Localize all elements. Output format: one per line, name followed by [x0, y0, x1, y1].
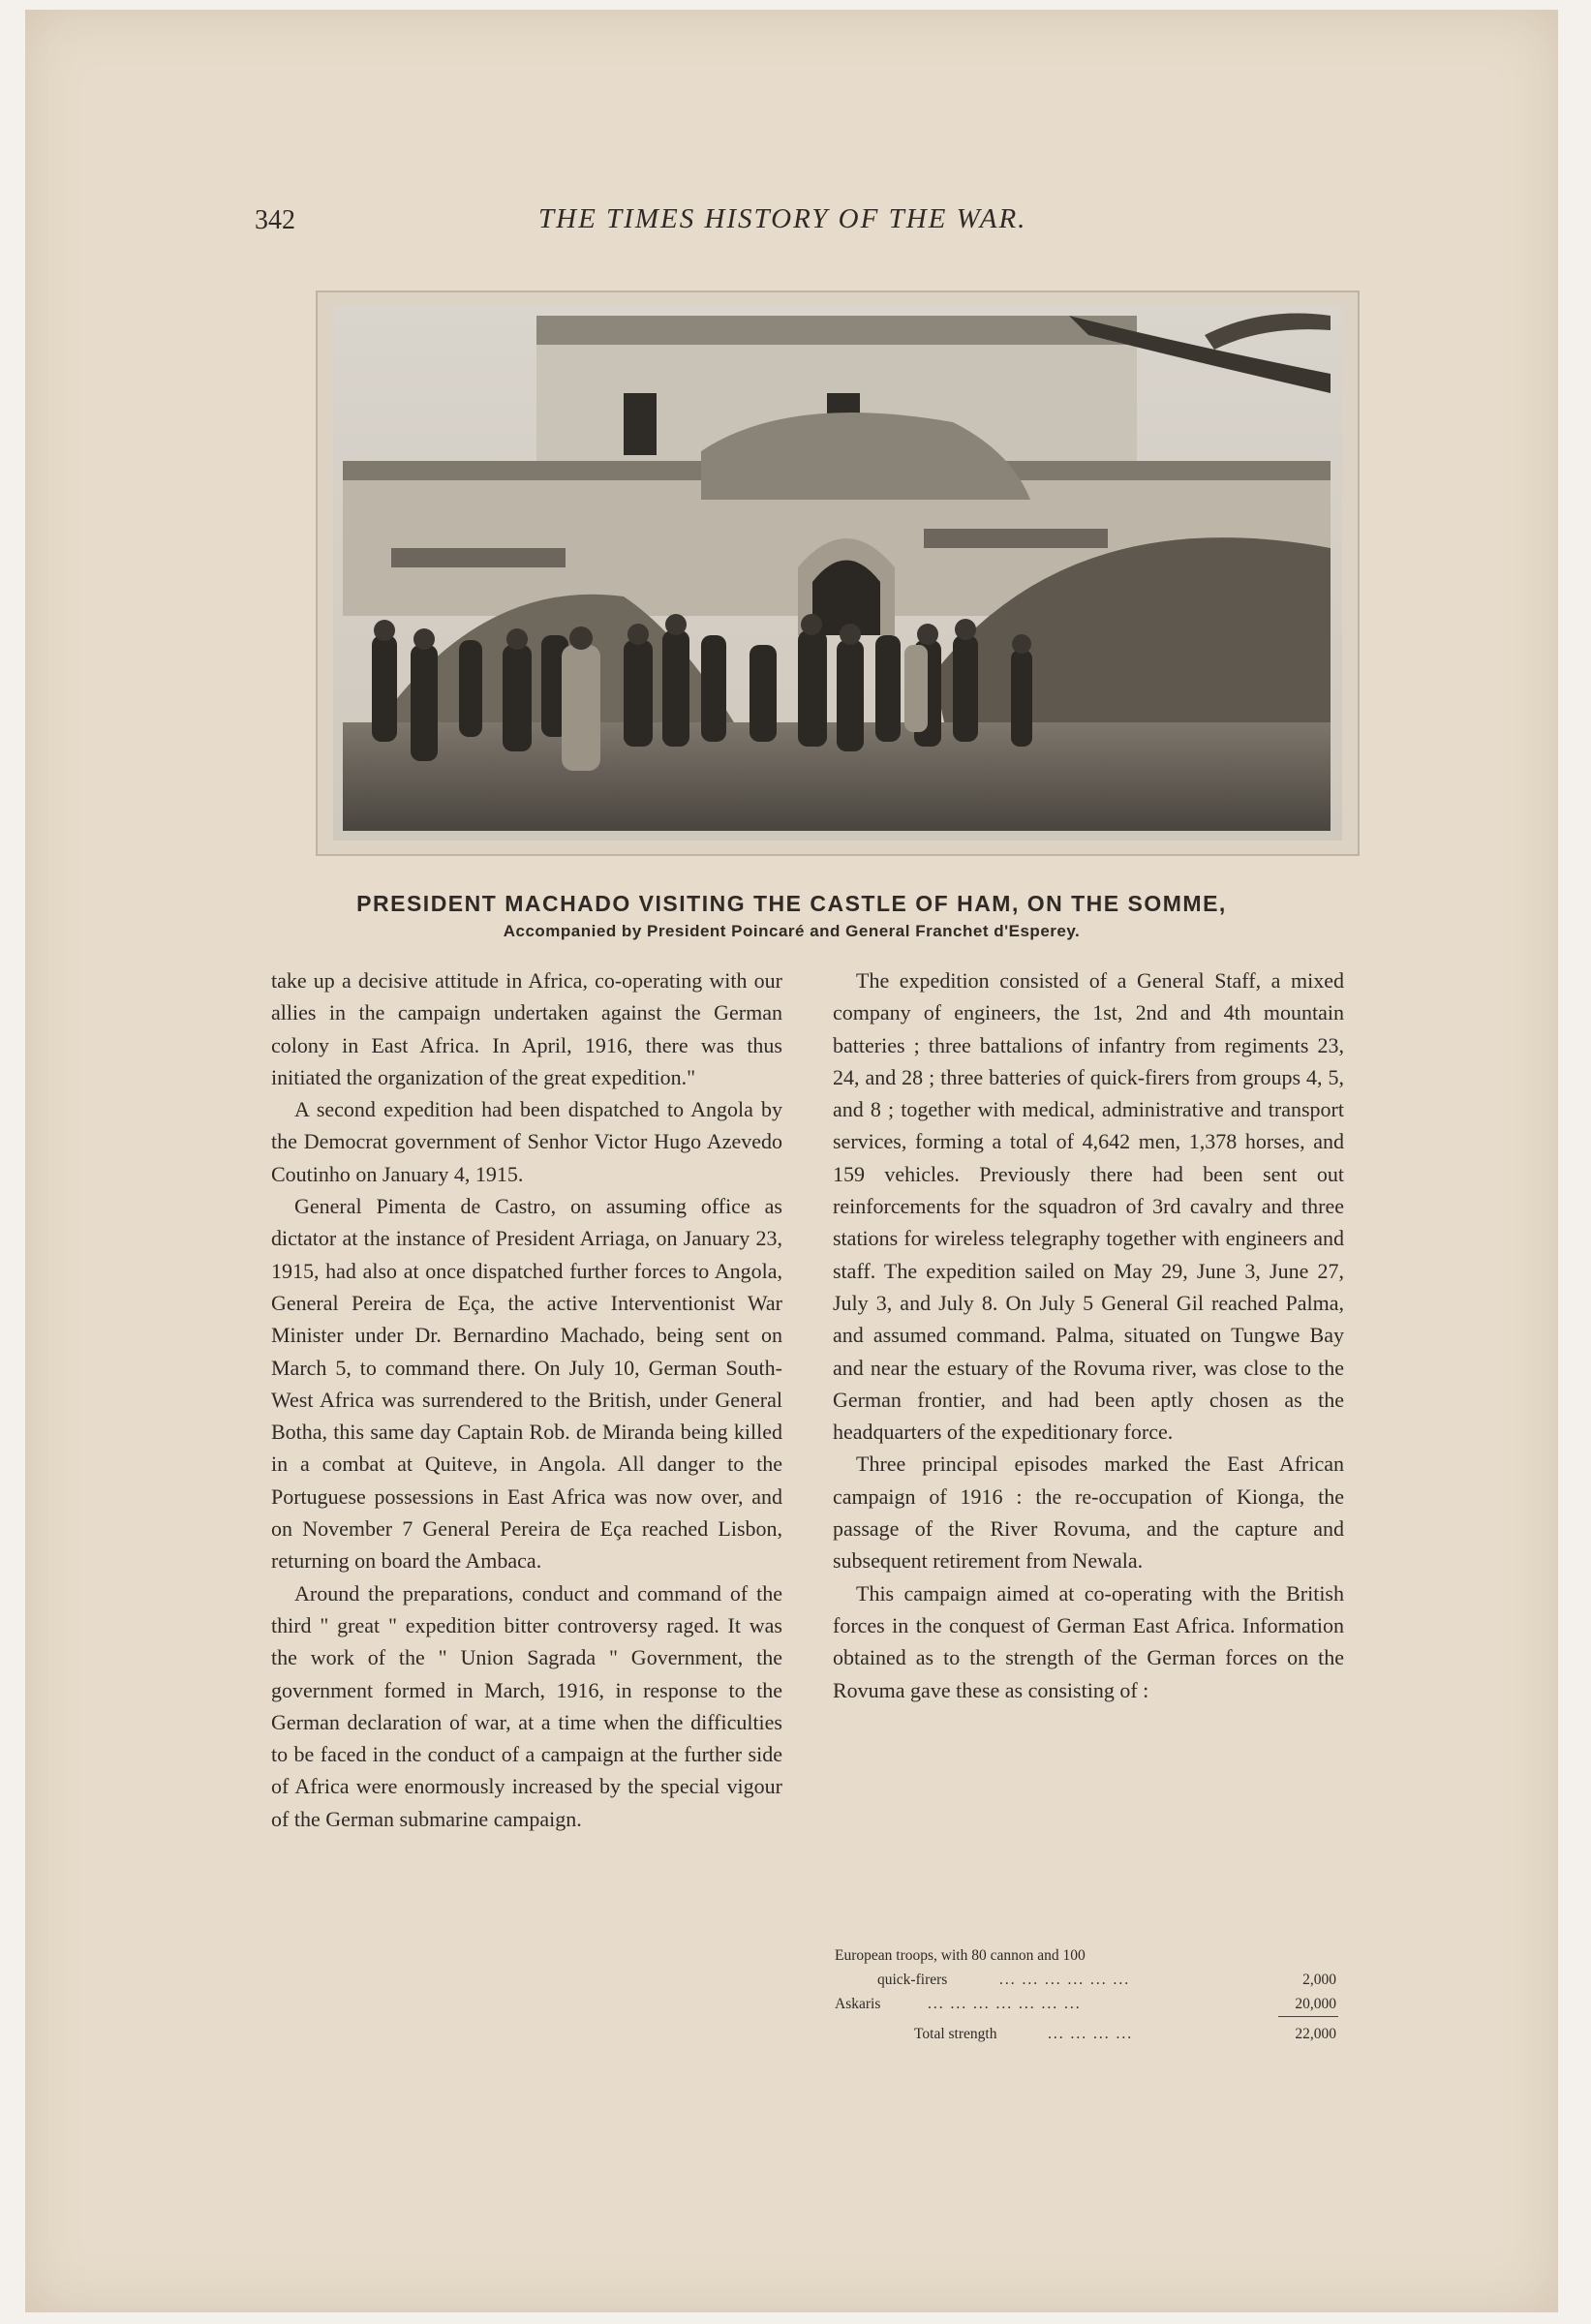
leader-dots: ... ... ... ... ... ... ...	[928, 1996, 1082, 2012]
table-row	[835, 1968, 1346, 1992]
figure-caption-title: PRESIDENT MACHADO VISITING THE CASTLE OF HAM, ON THE SOMME,	[356, 891, 1227, 916]
leader-dots: ... ... ... ...	[1048, 2026, 1134, 2042]
total-value: 22,000	[1295, 2026, 1336, 2042]
photograph	[316, 290, 1360, 856]
row-value: 2,000	[1302, 1972, 1336, 1988]
paragraph: The expedition consisted of a General Staff, a mixed company of engineers, the 1st, 2nd and 4th mountain batteries ; three battalions of infantry from regiments 23, 24, and 28 ; three batteries of quick-firers from groups 4, 5, and 8 ; together with medical, administrative and transport services, forming a total of 4,642 men, 1,378 horses, and 159 vehicles. Previously there had been sent out reinforcements for the squadron of 3rd cavalry and three stations for wireless telegraphy together with engineers and staff. The expedition sailed on May 29, June 3, June 27, July 3, and July 8. On July 5 General Gil reached Palma, and assumed command. Palma, situated on Tungwe Bay and near the estuary of the Rovuma river, was close to the German frontier, and had been aptly chosen as the headquarters of the expeditionary force.	[833, 968, 1344, 1445]
running-title: THE TIMES HISTORY OF THE WAR.	[538, 203, 1027, 234]
table-row	[835, 1992, 1346, 2016]
paragraph: General Pimenta de Castro, on assuming office as dictator at the instance of President Arriaga, on January 23, 1915, had also at once dispatched further forces to Angola, General Pereira de Eça, the active Interventionist War Minister under Dr. Bernardino Machado, being sent on March 5, to command there. On July 10, German South-West Africa was surrendered to the British, under General Botha, this same day Captain Rob. de Miranda being killed in a combat at Quiteve, in Angola. All danger to the Portuguese possessions in East Africa was now over, and on November 7 General Pereira de Eça reached Lisbon, returning on board the Ambaca.	[271, 1194, 782, 1574]
castle-photo-image	[333, 306, 1342, 841]
paragraph: This campaign aimed at co-operating with the British forces in the conquest of German East Africa. Information obtained as to the strength of the German forces on the Rovuma gave these as consisting of :	[833, 1580, 1344, 1702]
row-label: European troops, with 80 cannon and 100	[835, 1947, 1086, 1964]
total-label: Total strength	[914, 2026, 997, 2042]
row-value: 20,000	[1295, 1996, 1336, 2012]
right-text-column	[833, 964, 1344, 1706]
paragraph: take up a decisive attitude in Africa, co-operating with our allies in the campaign undertaken against the German colony in East Africa. In April, 1916, there was thus initiated the organization of the great expedition."	[271, 968, 782, 1089]
left-text-column	[271, 964, 782, 1835]
paragraph: Three principal episodes marked the East African campaign of 1916 : the re-occupation of Kionga, the passage of the River Rovuma, and the capture and subsequent retirement from Newala.	[833, 1452, 1344, 1574]
figure-caption-subtitle: Accompanied by President Poincaré and General Franchet d'Esperey.	[503, 922, 1081, 940]
paragraph: Around the preparations, conduct and command of the third " great " expedition bitter controversy raged. It was the work of the " Union Sagrada " Government, the government formed in March, 1916, in response to the German declaration of war, at a time when the difficulties to be faced in the conduct of a campaign at the further side of Africa were enormously increased by the special vigour of the German submarine campaign.	[271, 1580, 782, 1831]
total-rule	[1278, 2016, 1338, 2017]
table-row	[835, 1943, 1346, 1968]
row-label: Askaris	[835, 1996, 881, 2012]
strength-table	[835, 1943, 1346, 2046]
table-total-row	[835, 2022, 1346, 2046]
row-label: quick-firers	[877, 1972, 948, 1988]
paragraph: A second expedition had been dispatched to Angola by the Democrat government of Senhor Victor Hugo Azevedo Coutinho on January 4, 1915.	[271, 1097, 782, 1186]
leader-dots: ... ... ... ... ... ...	[999, 1972, 1131, 1988]
page-sheet	[25, 10, 1558, 2312]
page-number: 342	[255, 205, 295, 235]
